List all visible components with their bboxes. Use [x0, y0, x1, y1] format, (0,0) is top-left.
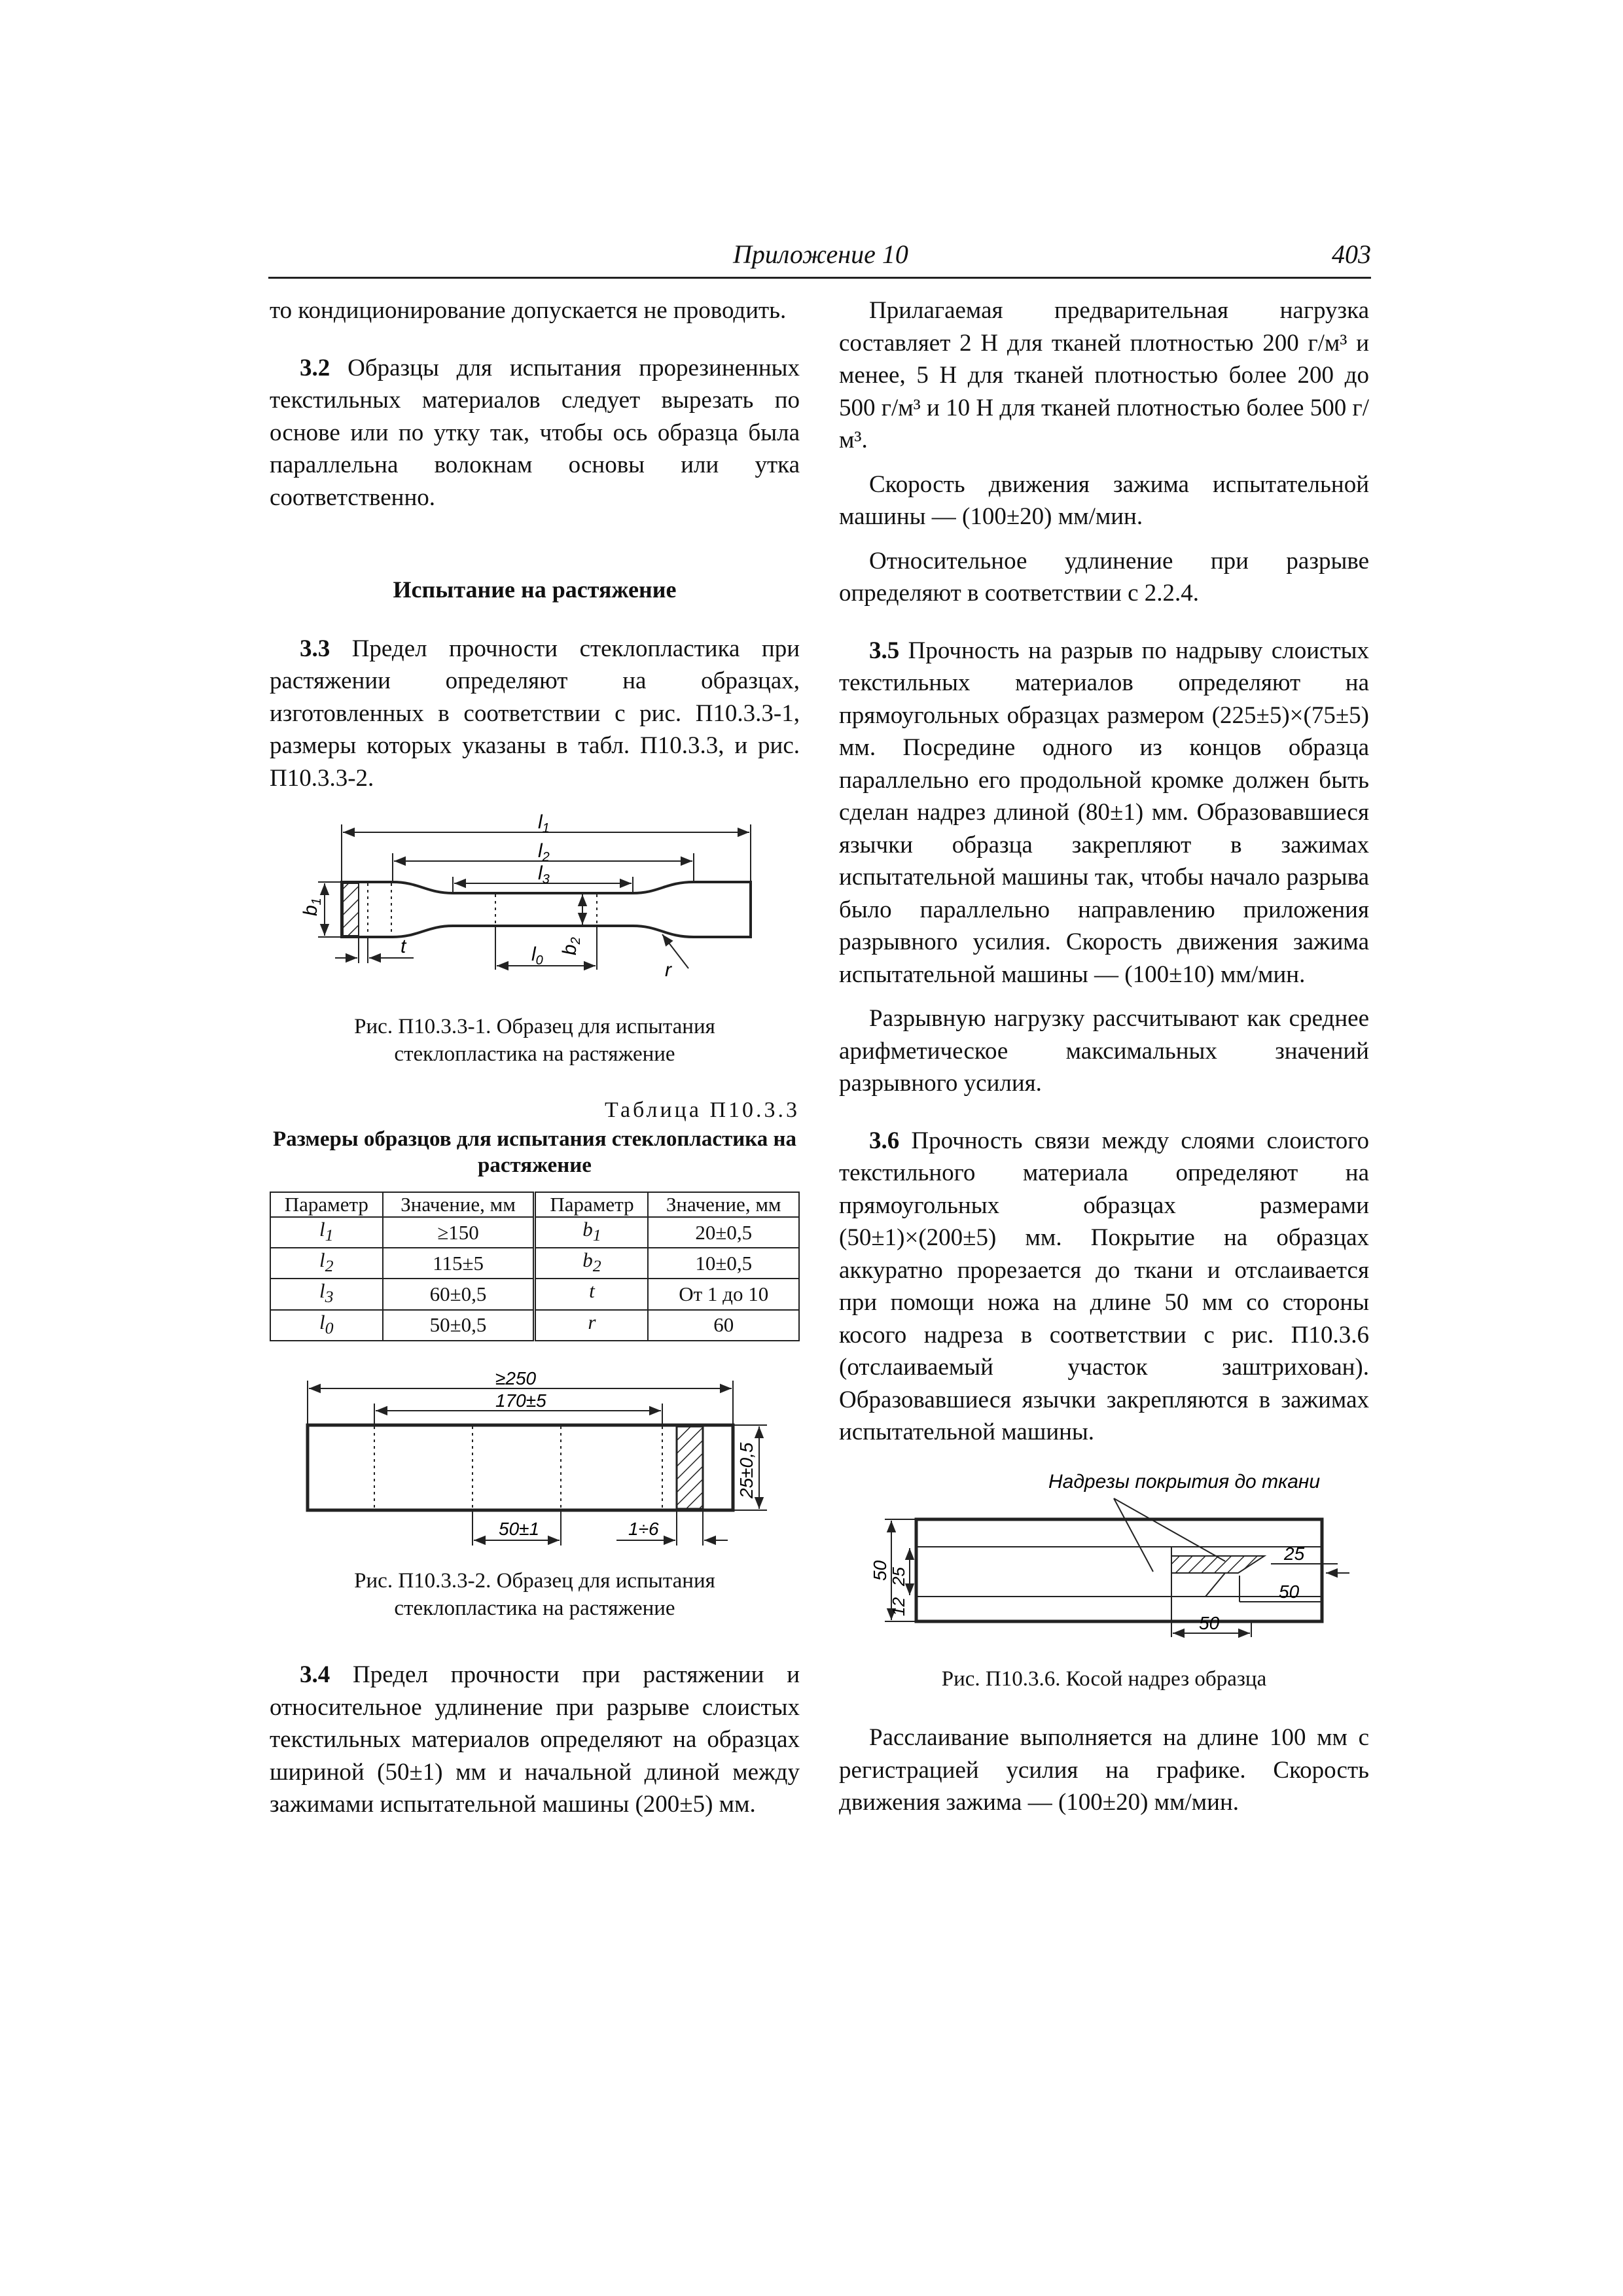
running-header: [268, 239, 1371, 279]
paragraph-delamination: Расслаивание выполняется на длине 100 мм с регистрацией усилия на графике. Скорость движения зажима — (100±20) мм/мин.: [839, 1724, 1369, 1816]
table-row: [270, 1248, 799, 1279]
label-l2: $l_2$: [538, 840, 550, 864]
page-number: 403: [1332, 239, 1371, 269]
table-cell: $l_1$: [270, 1217, 383, 1248]
label-b2: $b_2$: [559, 937, 583, 955]
table-cell: $b_1$: [535, 1217, 648, 1248]
section-number: 3.3: [300, 635, 330, 662]
section-heading: Испытание на растяжение: [393, 576, 677, 603]
label-170: 170±5: [495, 1390, 546, 1411]
table-header: Параметр: [535, 1192, 648, 1217]
section-number: 3.6: [869, 1127, 900, 1154]
figure-caption: Рис. П10.3.6. Косой надрез образца: [941, 1667, 1267, 1691]
table-header: Значение, мм: [648, 1192, 799, 1217]
paragraph-load: Разрывную нагрузку рассчитывают как среднее арифметическое максимальных значений разрывного усилия.: [839, 1005, 1369, 1097]
label-r: r: [665, 959, 671, 981]
table-cell: ≥150: [383, 1217, 535, 1248]
label-50: 50±1: [499, 1518, 540, 1539]
paragraph-text: Прочность связи между слоями слоистого текстильного материала определяют на прямоугольных образцах размерами (50±1)×(200±5) мм. Покрытие на образцах аккуратно прорезается до ткани и отслаивается при помощи ножа на длине 50 мм со стороны косого надреза в соответствии с рис. П10.3.6 (отслаиваемый участок заштрихован). Образовавшиеся язычки закрепляются в зажимах испытательной машины.: [839, 1127, 1369, 1445]
specimen-outline: [342, 882, 751, 937]
table-cell: От 1 до 10: [648, 1279, 799, 1309]
table-cell: 60: [648, 1310, 799, 1341]
paragraph-text: Предел прочности при растяжении и относительное удлинение при разрыве слоистых текстильных материалов определяют на образцах шириной (50±1) мм и начальной длиной между зажимами испытательной машины (200±5) мм.: [270, 1661, 800, 1818]
figure-oblique-cut: [839, 1468, 1369, 1693]
paragraph-text: Предел прочности стеклопластика при растяжении определяют на образцах, изготовленных в соответствии с рис. П10.3.3-1, размеры которых указаны в табл. П10.3.3, и рис. П10.3.3-2.: [270, 635, 800, 792]
label-50-b: 50: [1199, 1612, 1220, 1633]
section-number: 3.5: [869, 637, 900, 664]
left-column: [270, 294, 800, 1833]
paragraph-elongation: Относительное удлинение при разрыве определяют в соответствии с 2.2.4.: [839, 547, 1369, 607]
paragraph-text: Образцы для испытания прорезиненных текстильных материалов следует вырезать по основе или по утку так, чтобы ось образца была параллельна волокнам основы или утка соответственно.: [270, 354, 800, 511]
table-cell: 60±0,5: [383, 1279, 535, 1309]
paragraph-3-3: [270, 633, 800, 795]
table-cell: $l_2$: [270, 1248, 383, 1279]
paragraph-3-4: [270, 1659, 800, 1821]
specimen-1-drawing: [270, 806, 800, 1002]
table-cell: 20±0,5: [648, 1217, 799, 1248]
table-cell: r: [535, 1310, 648, 1341]
table-header: Параметр: [270, 1192, 383, 1217]
table-cell: 115±5: [383, 1248, 535, 1279]
figure-specimen-1: [270, 806, 800, 1068]
specimen-3-outline: [916, 1519, 1322, 1621]
label-50-v: 50: [870, 1560, 890, 1581]
label-25-v: 25: [889, 1566, 908, 1586]
table-cell: 10±0,5: [648, 1248, 799, 1279]
table-cell: $l_0$: [270, 1310, 383, 1341]
label-l0: $l_0$: [531, 944, 543, 968]
paragraph-3-2: [270, 352, 800, 514]
table-cell: t: [535, 1279, 648, 1309]
peel-area-hatch: [1171, 1556, 1264, 1573]
table-label: Таблица П10.3.3: [605, 1097, 800, 1122]
figure-specimen-2: [270, 1368, 800, 1623]
table-cell: $b_2$: [535, 1248, 648, 1279]
table-title: Размеры образцов для испытания стеклопластика на растяжение: [272, 1127, 797, 1177]
dimensions-table: [270, 1192, 800, 1341]
paragraph-3-5: [839, 635, 1369, 991]
table-cell: $l_3$: [270, 1279, 383, 1309]
section-number: 3.2: [300, 354, 330, 381]
clamp-hatch: [343, 883, 359, 936]
paragraph-text: Прочность на разрыв по надрыву слоистых текстильных материалов определяют на прямоугольных образцах размером (225±5)×(75±5) мм. Посредине одного из концов образца параллельно его продольной кромке должен быть сделан надрез длиной (80±1) мм. Образовавшиеся язычки образца закрепляют в зажимах испытательной машины так, чтобы начало разрыва было параллельно направлению приложения разрывного усилия. Скорость движения зажима испытательной машины — (100±10) мм/мин.: [839, 637, 1369, 988]
label-25: 25±0,5: [736, 1442, 757, 1498]
paragraph-3-6: [839, 1125, 1369, 1449]
paragraph-preload: Прилагаемая предварительная нагрузка составляет 2 Н для тканей плотностью 200 г/м³ и менее, 5 Н для тканей плотностью более 200 до 500 г/м³ и 10 Н для тканей плотностью более 500 г/м³.: [839, 297, 1369, 453]
label-b1: $b_1$: [300, 898, 324, 916]
right-column: [839, 294, 1369, 1831]
table-header-row: [270, 1192, 799, 1217]
label-l3: $l_3$: [538, 862, 550, 887]
clamp-hatch: [677, 1426, 703, 1509]
cuts-label: Надрезы покрытия до ткани: [1048, 1470, 1321, 1492]
table-row: [270, 1310, 799, 1341]
table-row: [270, 1217, 799, 1248]
specimen-2-drawing: [270, 1368, 800, 1557]
label-l1: $l_1$: [538, 811, 550, 836]
label-t: t: [401, 936, 406, 957]
figure-caption: Рис. П10.3.3-2. Образец для испытания стеклопластика на растяжение: [354, 1569, 715, 1621]
oblique-cut-drawing: [839, 1468, 1369, 1645]
label-12-v: 12: [889, 1597, 908, 1616]
figure-caption: Рис. П10.3.3-1. Образец для испытания стеклопластика на растяжение: [354, 1014, 715, 1066]
running-title: Приложение 10: [733, 239, 908, 269]
label-250: ≥250: [495, 1368, 537, 1388]
specimen-2-outline: [308, 1425, 733, 1510]
table-header: Значение, мм: [383, 1192, 535, 1217]
label-1-6: 1÷6: [628, 1518, 659, 1539]
paragraph-continued: то кондиционирование допускается не проводить.: [270, 297, 787, 324]
section-number: 3.4: [300, 1661, 330, 1689]
label-50-h: 50: [1279, 1581, 1300, 1602]
table-cell: 50±0,5: [383, 1310, 535, 1341]
table-row: [270, 1279, 799, 1309]
label-25-h: 25: [1284, 1543, 1305, 1564]
paragraph-speed: Скорость движения зажима испытательной машины — (100±20) мм/мин.: [839, 470, 1369, 530]
